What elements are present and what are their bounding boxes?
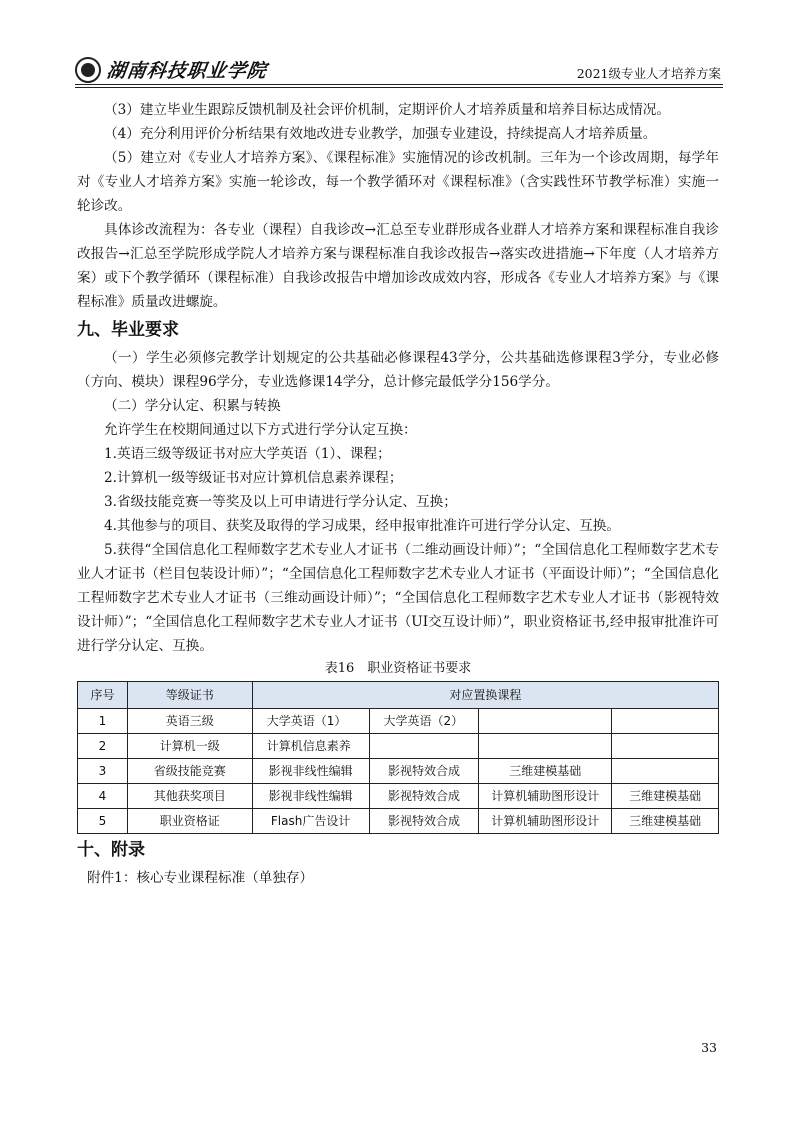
table-cell [479, 709, 612, 734]
school-logo [75, 56, 267, 83]
table-row [78, 759, 719, 784]
certificate-table [77, 681, 719, 834]
document-title: 2021级专业人才培养方案 [576, 66, 721, 81]
table-cell: 计算机一级 [127, 734, 252, 759]
table-cell: 影视特效合成 [369, 759, 479, 784]
table-cell: Flash广告设计 [252, 809, 369, 834]
table-cell: 职业资格证 [127, 809, 252, 834]
paragraph-evaluation-3: （3）建立毕业生跟踪反馈机制及社会评价机制，定期评价人才培养质量和培养目标达成情况。 [104, 102, 670, 118]
table-header-row [78, 682, 719, 709]
table-cell: 影视非线性编辑 [252, 759, 369, 784]
page-header [75, 56, 723, 86]
table-row [78, 709, 719, 734]
table-cell: 影视特效合成 [369, 809, 479, 834]
table-cell: 计算机辅助图形设计 [479, 784, 612, 809]
page-content [77, 98, 719, 890]
paragraph-evaluation-5: （5）建立对《专业人才培养方案》、《课程标准》实施情况的诊改机制。三年为一个诊改周期，每学年对《专业人才培养方案》实施一轮诊改，每一个教学循环对《课程标准》（含实践性环节教学标准）实施一轮诊改。 [77, 150, 719, 214]
table-cell: 其他获奖项目 [127, 784, 252, 809]
table-cell: 5 [78, 809, 128, 834]
header-divider-secondary [75, 87, 723, 88]
table-cell: 大学英语（2） [369, 709, 479, 734]
table-cell: 2 [78, 734, 128, 759]
table-cell [479, 734, 612, 759]
table-cell: 计算机信息素养 [252, 734, 369, 759]
paragraph-credit-transfer-intro: 允许学生在校期间通过以下方式进行学分认定互换： [104, 422, 417, 438]
paragraph-credit-requirement: （一）学生必须修完教学计划规定的公共基础必修课程43学分，公共基础选修课程3学分，专业必修（方向、模块）课程96学分，专业选修课14学分，总计修完最低学分156学分。 [77, 350, 719, 390]
table-cell [369, 734, 479, 759]
paragraph-credit-transfer-heading: （二）学分认定、积累与转换 [104, 398, 281, 414]
list-item-english: 1.英语三级等级证书对应大学英语（1）、课程； [104, 446, 391, 462]
paragraph-diagnosis-process: 具体诊改流程为：各专业（课程）自我诊改→汇总至专业群形成各业群人才培养方案和课程标准自我诊改报告→汇总至学院形成学院人才培养方案与课程标准自我诊改报告→落实改进措施→下年度（人才培养方案）或下个教学循环（课程标准）自我诊改报告中增加诊改成效内容，形成各《专业人才培养方案》与《课程标准》质量改进螺旋。 [77, 222, 719, 310]
table-cell: 3 [78, 759, 128, 784]
section-heading-appendix: 十、附录 [77, 840, 145, 860]
table-cell: 大学英语（1） [252, 709, 369, 734]
table-row [78, 734, 719, 759]
school-name-logo: 湖南科技职业学院 [105, 60, 269, 82]
table-cell: 4 [78, 784, 128, 809]
table-cell: 英语三级 [127, 709, 252, 734]
table-cell: 三维建模基础 [612, 784, 719, 809]
table-cell: 三维建模基础 [479, 759, 612, 784]
header-cell-courses: 对应置换课程 [252, 682, 718, 709]
header-cell-certificate: 等级证书 [127, 682, 252, 709]
table-caption: 表16 职业资格证书要求 [324, 661, 472, 676]
table-cell: 三维建模基础 [612, 809, 719, 834]
table-row [78, 809, 719, 834]
section-heading-graduation: 九、毕业要求 [77, 320, 179, 340]
table-cell [612, 709, 719, 734]
header-cell-no: 序号 [78, 682, 128, 709]
list-item-competition: 3.省级技能竞赛一等奖及以上可申请进行学分认定、互换； [104, 494, 457, 510]
page-number: 33 [701, 1040, 717, 1055]
list-item-computer: 2.计算机一级等级证书对应计算机信息素养课程； [104, 470, 403, 486]
table-cell: 省级技能竞赛 [127, 759, 252, 784]
list-item-certificates: 5.获得“全国信息化工程师数字艺术专业人才证书（二维动画设计师）”；“全国信息化工程师数字艺术专业人才证书（栏目包装设计师）”；“全国信息化工程师数字艺术专业人才证书（平面设计师）”；“全国信息化工程师数字艺术专业人才证书（三维动画设计师）”；“全国信息化工程师数字艺术专业人才证书（影视特效设计师）”；“全国信息化工程师数字艺术专业人才证书（UI交互设计师）”，职业资格证书,经申报审批准许可进行学分认定、互换。 [77, 542, 719, 654]
table-cell: 影视特效合成 [369, 784, 479, 809]
paragraph-evaluation-4: （4）充分利用评价分析结果有效地改进专业教学，加强专业建设，持续提高人才培养质量。 [104, 126, 657, 142]
school-seal-icon [75, 57, 101, 83]
table-cell: 1 [78, 709, 128, 734]
list-item-other-achievements: 4.其他参与的项目、获奖及取得的学习成果，经申报审批准许可进行学分认定、互换。 [104, 518, 620, 534]
table-cell: 影视非线性编辑 [252, 784, 369, 809]
table-cell [612, 759, 719, 784]
header-divider [75, 84, 723, 85]
attachment-line: 附件1：核心专业课程标准（单独存） [87, 870, 314, 886]
table-cell [612, 734, 719, 759]
table-cell: 计算机辅助图形设计 [479, 809, 612, 834]
table-row [78, 784, 719, 809]
